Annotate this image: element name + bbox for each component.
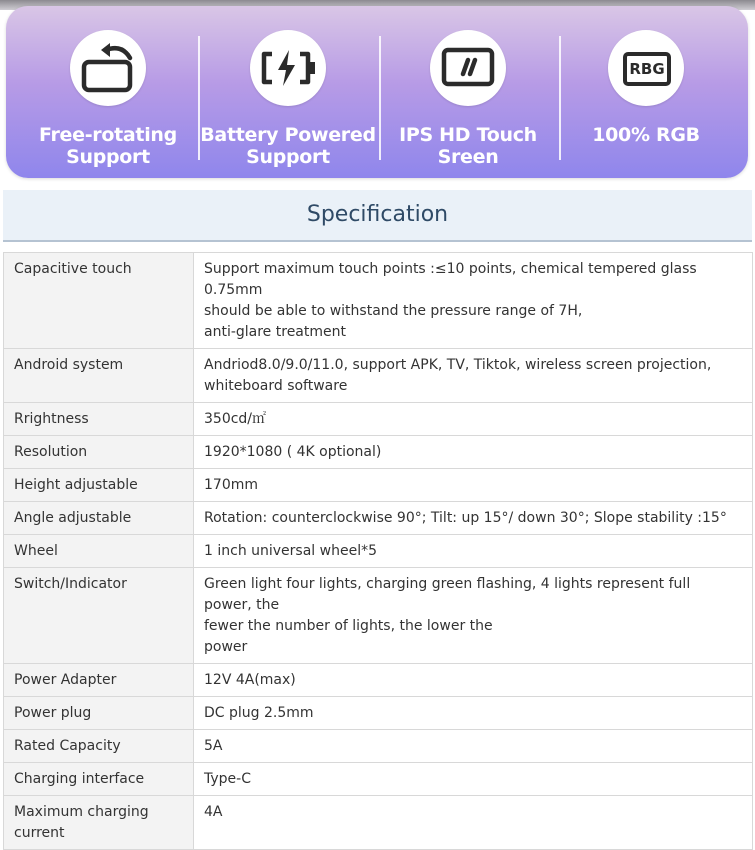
feature-label: Battery Powered Support: [200, 124, 376, 168]
spec-value: 12V 4A(max): [194, 664, 753, 697]
spec-key: Resolution: [4, 436, 194, 469]
spec-value: 4A: [194, 796, 753, 850]
feature-battery-powered: [198, 30, 378, 168]
spec-key: Maximum charging current: [4, 796, 194, 850]
table-row: [4, 349, 753, 403]
table-row: [4, 796, 753, 850]
table-row: [4, 763, 753, 796]
spec-value: Andriod8.0/9.0/11.0, support APK, TV, Tiktok, wireless screen projection, whiteboard software: [194, 349, 753, 403]
table-row: [4, 469, 753, 502]
spec-key: Rrightness: [4, 403, 194, 436]
feature-label: IPS HD Touch Sreen: [399, 124, 537, 168]
touch-screen-icon: [430, 30, 506, 106]
feature-banner: [6, 6, 748, 178]
spec-value: Rotation: counterclockwise 90°; Tilt: up 15°/ down 30°; Slope stability :15°: [194, 502, 753, 535]
spec-key: Power Adapter: [4, 664, 194, 697]
table-row: [4, 730, 753, 763]
spec-table: [3, 252, 753, 850]
spec-key: Capacitive touch: [4, 253, 194, 349]
spec-value: 170mm: [194, 469, 753, 502]
feature-label: 100% RGB: [592, 124, 700, 146]
table-row: [4, 664, 753, 697]
spec-key: Android system: [4, 349, 194, 403]
spec-key: Switch/Indicator: [4, 568, 194, 664]
spec-key: Power plug: [4, 697, 194, 730]
spec-value: 350cd/㎡: [194, 403, 753, 436]
spec-value: 1920*1080 ( 4K optional): [194, 436, 753, 469]
spec-value: Green light four lights, charging green flashing, 4 lights represent full power, the fewer the number of lights, the lower the power: [194, 568, 753, 664]
spec-title: Specification: [3, 190, 752, 242]
table-row: [4, 697, 753, 730]
spec-key: Rated Capacity: [4, 730, 194, 763]
rotate-screen-icon: [70, 30, 146, 106]
spec-value: Support maximum touch points :≤10 points, chemical tempered glass 0.75mm should be able to withstand the pressure range of 7H, anti-glare treatment: [194, 253, 753, 349]
spec-value: 5A: [194, 730, 753, 763]
table-row: [4, 403, 753, 436]
feature-ips-touch: [378, 30, 558, 168]
feature-label: Free-rotating Support: [39, 124, 177, 168]
spec-value: 1 inch universal wheel*5: [194, 535, 753, 568]
rgb-badge: RBG: [623, 52, 671, 86]
spec-key: Wheel: [4, 535, 194, 568]
table-row: [4, 253, 753, 349]
rgb-icon: [608, 30, 684, 106]
spec-key: Charging interface: [4, 763, 194, 796]
spec-key: Angle adjustable: [4, 502, 194, 535]
battery-icon: [250, 30, 326, 106]
table-row: [4, 502, 753, 535]
spec-key: Height adjustable: [4, 469, 194, 502]
table-row: [4, 436, 753, 469]
table-row: [4, 568, 753, 664]
feature-100-rgb: [556, 30, 736, 146]
table-row: [4, 535, 753, 568]
spec-value: DC plug 2.5mm: [194, 697, 753, 730]
spec-value: Type-C: [194, 763, 753, 796]
feature-free-rotating: [18, 30, 198, 168]
